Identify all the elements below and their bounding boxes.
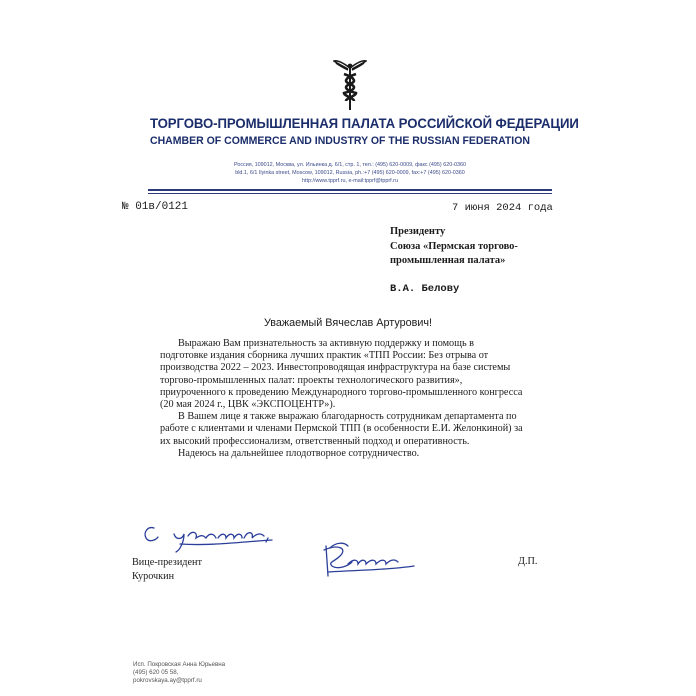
body-line: приуроченного к проведению Международного торгово-промышленного конгресса (160, 386, 523, 398)
body-line: В Вашем лице я также выражаю благодарность сотрудникам департамента по (178, 411, 517, 423)
addressee-line: промышленная палата» (390, 255, 506, 266)
recipient-name: В.А. Белову (390, 283, 460, 295)
addressee-line: Президенту (390, 226, 446, 237)
letterhead-address-ru: Россия, 109012, Москва, ул. Ильинка д. 6/1, стр. 1, тел.: (495) 620-0009, факс (495) 620-0360 (234, 162, 466, 168)
body-line: Надеюсь на дальнейшее плодотворное сотрудничество. (178, 447, 420, 459)
body-line: их высокий профессионализм, ответственный подход и оперативность. (160, 435, 470, 447)
signatory-position: Вице-президент (132, 557, 202, 568)
body-line: торгово-промышленных палат: проекты технологического развития», (160, 374, 463, 386)
addressee-line: Союза «Пермская торгово- (390, 240, 518, 252)
letterhead-title-en: CHAMBER OF COMMERCE AND INDUSTRY OF THE RUSSIAN FEDERATION (150, 135, 530, 147)
letterhead-divider-thin (148, 193, 552, 194)
body-line: (20 мая 2024 г., ЦВК «ЭКСПОЦЕНТР»). (160, 399, 336, 411)
executor-line: (495) 620 05 58, (133, 669, 179, 676)
signatory-block (132, 556, 202, 584)
caduceus-emblem-icon (333, 58, 367, 112)
executor-line: pokrovskaya.ay@tpprf.ru (133, 677, 202, 684)
body-line: производства 2022 – 2023. Инвестопроводящая инфраструктура на базе системы (160, 362, 511, 374)
signatory-initials: Д.П. (518, 556, 538, 567)
body-line: Выражаю Вам признательность за активную поддержку и помощь в (178, 338, 474, 349)
letterhead-address-en: bld.1, 6/1 Ilyinka street, Moscow, 109012, Russia, ph.:+7 (495) 620-0009, fax:+7 (495) 620-0360 (235, 170, 465, 176)
letterhead-divider (148, 189, 552, 191)
body-line: работе с клиентами и членами Пермской ТПП (в особенности Е.И. Желонкиной) за (160, 423, 523, 435)
letterhead-title-ru: ТОРГОВО-ПРОМЫШЛЕННАЯ ПАЛАТА РОССИЙСКОЙ ФЕДЕРАЦИИ (150, 116, 579, 132)
signatory-name: Курочкин (132, 571, 175, 582)
body-line: подготовке издания сборника лучших практик «ТПП России: Без отрыва от (160, 350, 489, 362)
letter-body (160, 338, 545, 460)
executor-line: Исп. Покровская Анна Юрьевна (133, 661, 226, 668)
letterhead-web: http://www.tpprf.ru, e-mail:tpprf@tpprf.ru (302, 178, 398, 184)
executor-contact (133, 661, 225, 685)
handwritten-regards (140, 518, 280, 558)
addressee-block (390, 225, 570, 269)
reference-number: № 01в/0121 (122, 201, 189, 213)
handwritten-signature (318, 540, 418, 582)
letter-date: 7 июня 2024 года (452, 202, 553, 214)
salutation: Уважаемый Вячеслав Артурович! (263, 317, 433, 329)
